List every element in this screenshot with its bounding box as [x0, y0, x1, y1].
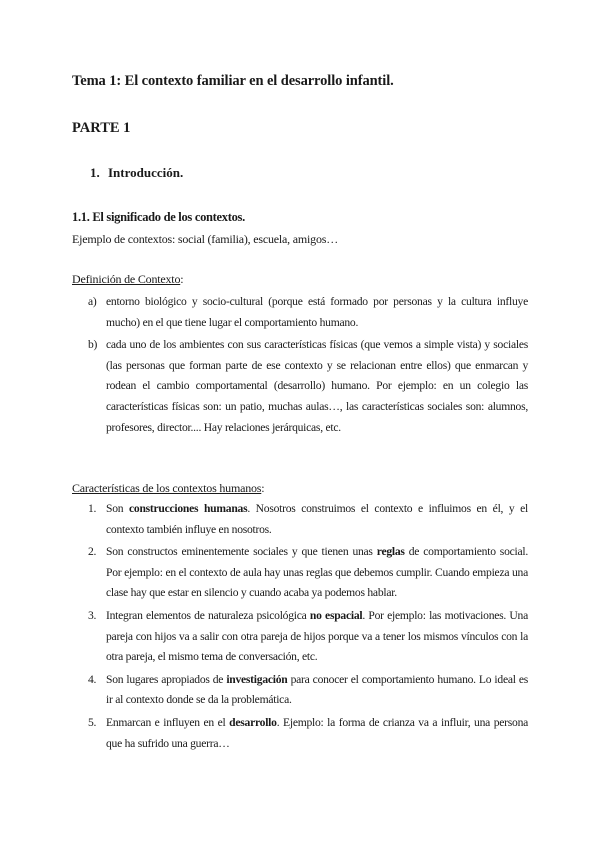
list-item-text-pre: Enmarcan e influyen en el — [106, 715, 230, 729]
list-item-bold: investigación — [226, 672, 288, 686]
list-marker: 4. — [88, 672, 97, 686]
characteristics-heading-text: Características de los contextos humanos — [72, 481, 262, 495]
section-heading — [90, 165, 183, 181]
list-marker: a) — [88, 295, 97, 308]
definition-heading-text: Definición de Contexto — [72, 272, 181, 286]
list-item-text-post: . Nosotros construimos el contexto e influimos en él, y el contexto también influye en nosotros. — [106, 502, 528, 536]
list-item-text: entorno biológico y socio-cultural (porque está formado por personas y la cultura influye mucho) en el que tiene lugar el comportamiento humano. — [106, 295, 528, 329]
list-marker: 3. — [88, 608, 97, 622]
list-item — [72, 499, 528, 540]
list-item-text-post: . Ejemplo: la forma de crianza va a influir, una persona que ha sufrido una guerra… — [106, 715, 529, 750]
list-item-text-post: para conocer el comportamiento humano. Lo ideal es ir al contexto donde se da la problemática. — [106, 672, 528, 707]
list-marker: 5. — [88, 715, 97, 729]
list-marker: 2. — [88, 545, 97, 559]
list-item-bold: no espacial — [309, 608, 363, 622]
list-item-bold: reglas — [376, 545, 405, 559]
list-item — [72, 292, 528, 333]
list-item-text: cada uno de los ambientes con sus características físicas (que vemos a simple vista) y sociales (las personas que forman parte de ese contexto y se relacionan entre ellos) que enmarcan y rodean el cambio comportamental (desarrollo) humano. Por ejemplo: en un colegio las características físicas son: un patio, muchas aulas…, las características sociales son: alumnos, profesores, director.... Hay relaciones jerárquicas, etc. — [106, 338, 528, 434]
definitions-list — [72, 292, 528, 440]
list-item-text-pre: Integran elementos de naturaleza psicológica — [106, 608, 310, 622]
list-item-text-post: . Por ejemplo: las motivaciones. Una pareja con hijos va a salir con otra pareja de hijos porque va a tener los mismos vínculos con la otra pareja, el mismo tema de conversación, etc. — [106, 608, 528, 664]
part-heading: PARTE 1 — [72, 120, 131, 136]
list-item-bold: construcciones humanas — [129, 502, 248, 515]
list-item-text-pre: Son — [106, 502, 129, 515]
examples-line: Ejemplo de contextos: social (familia), escuela, amigos… — [72, 232, 339, 246]
definition-heading — [72, 272, 183, 287]
list-item-text-pre: Son constructos eminentemente sociales y que tienen unas — [106, 545, 377, 559]
list-marker: 1. — [88, 502, 97, 515]
characteristics-heading — [72, 481, 264, 496]
list-item — [72, 335, 528, 438]
list-item — [72, 670, 528, 711]
list-item — [72, 542, 528, 604]
definition-heading-colon: : — [180, 272, 184, 286]
section-number: 1. — [90, 165, 100, 180]
subsection-heading: 1.1. El significado de los contextos. — [72, 210, 245, 224]
list-item-bold: desarrollo — [229, 715, 277, 729]
list-item-text-post: de comportamiento social. Por ejemplo: en el contexto de aula hay unas reglas que debemos cumplir. Cuando empieza una clase hay que estar en silencio y cuando acaba ya podemos hablar. — [106, 545, 529, 600]
section-label: Introducción. — [108, 165, 184, 180]
characteristics-list — [72, 499, 528, 756]
document-title: Tema 1: El contexto familiar en el desarrollo infantil. — [72, 73, 394, 89]
characteristics-heading-colon: : — [261, 481, 265, 495]
list-item-text-pre: Son lugares apropiados de — [106, 672, 227, 686]
list-item — [72, 713, 528, 754]
list-marker: b) — [88, 338, 98, 352]
list-item — [72, 606, 528, 668]
